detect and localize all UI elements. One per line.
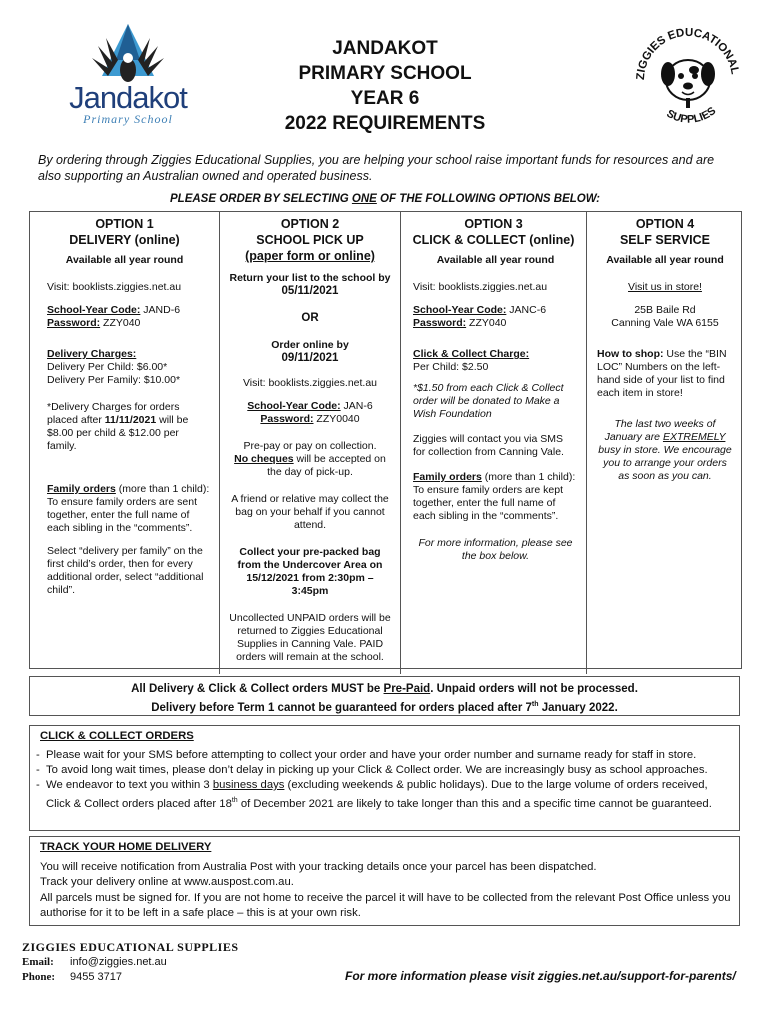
option-delivery-charges-label: Delivery Charges: bbox=[47, 348, 137, 360]
dash-bullet-icon: - bbox=[36, 764, 40, 776]
page-title bbox=[220, 36, 550, 136]
dash-bullet-icon: - bbox=[36, 779, 40, 791]
option-self-service-busy-start: The last two weeks of January are bbox=[604, 418, 716, 443]
click-collect-heading: CLICK & COLLECT ORDERS bbox=[40, 730, 194, 742]
prepaid-notice bbox=[29, 676, 740, 716]
option-pickup-code: JAN-6 bbox=[340, 400, 373, 412]
click-collect-item-text: Please wait for your SMS before attempting to collect your order and have your order number and surname ready for staff in store. bbox=[46, 749, 697, 761]
option-pickup-collect-details: Collect your pre-packed bag from the Undercover Area on 15/12/2021 from 2:30pm – 3:45pm bbox=[237, 546, 383, 597]
option-click-collect-credentials bbox=[413, 304, 578, 330]
click-collect-info-box bbox=[29, 725, 740, 831]
click-collect-item3-start: We endeavor to text you within 3 bbox=[46, 779, 213, 791]
supplier-logo-graphic bbox=[632, 20, 744, 135]
school-logo-name: Jandakot bbox=[69, 80, 187, 115]
option-pickup-return-date: 05/11/2021 bbox=[281, 285, 339, 297]
option-self-service-address-street: 25B Baile Rd bbox=[634, 304, 696, 316]
option-self-service-address bbox=[597, 304, 733, 330]
tracking-info-box bbox=[29, 836, 740, 926]
option-self-service-subtitle: SELF SERVICE bbox=[619, 233, 711, 247]
option-click-collect-donation: *$1.50 from each Click & Collect order will be donated to Make a Wish Foundation bbox=[413, 382, 564, 420]
option-self-service-address-suburb: Canning Vale WA 6155 bbox=[611, 317, 719, 329]
click-collect-item bbox=[36, 778, 733, 812]
option-delivery-per-family: Delivery Per Family: $10.00* bbox=[47, 374, 181, 386]
option-pickup-password-label: Password: bbox=[260, 413, 314, 425]
prepaid-notice-line1 bbox=[30, 681, 739, 697]
option-delivery-availability: Available all year round bbox=[65, 254, 184, 266]
tracking-line-notification: You will receive notification from Australia Post with your tracking details once your parcel has been dispatched. bbox=[40, 860, 597, 873]
footer-email-row bbox=[22, 955, 322, 970]
click-collect-item3-middle: (excluding weekends & public holidays). Due to the large volume of orders received, Click & Collect orders placed after 18 bbox=[46, 779, 708, 810]
option-click-collect-charge bbox=[413, 348, 578, 374]
option-click-collect-more-info: For more information, please see the box below. bbox=[418, 537, 573, 562]
supplier-logo-top-text: ZIGGIES EDUCATIONAL bbox=[634, 26, 741, 81]
option-pickup-pay-text: Pre-pay or pay on collection. bbox=[243, 440, 377, 452]
prepaid-notice-emphasis: Pre-Paid bbox=[383, 683, 431, 695]
click-collect-item-text bbox=[46, 778, 733, 812]
option-delivery bbox=[30, 212, 220, 674]
option-pickup-online-text: Order online by bbox=[271, 339, 349, 351]
option-pickup-friend-note: A friend or relative may collect the bag on your behalf if you cannot attend. bbox=[231, 493, 389, 531]
footer-phone: 9455 3717 bbox=[70, 971, 122, 983]
option-pickup bbox=[220, 212, 401, 674]
click-collect-item3-sup: th bbox=[231, 797, 238, 804]
option-click-collect-code: JANC-6 bbox=[506, 304, 547, 316]
option-self-service-busy-end: busy in store. We encourage you to arrange your orders as soon as you can. bbox=[598, 444, 732, 482]
option-pickup-payment bbox=[228, 440, 392, 479]
option-pickup-credentials bbox=[228, 400, 392, 426]
footer-email[interactable]: info@ziggies.net.au bbox=[70, 956, 167, 968]
option-delivery-visit: Visit: booklists.ziggies.net.au bbox=[47, 281, 182, 293]
option-delivery-password-label: Password: bbox=[47, 317, 101, 329]
option-delivery-family-label: Family orders bbox=[47, 483, 116, 495]
option-pickup-cheques-label: No cheques bbox=[234, 453, 294, 465]
tracking-line-signature: All parcels must be signed for. If you are not home to receive the parcel it will have to be collected from the relevant Post Office unless you authorise for it to be left in a safe place – this is at your own risk. bbox=[40, 891, 731, 919]
option-delivery-title: OPTION 1 bbox=[95, 217, 154, 231]
option-pickup-title: OPTION 2 bbox=[280, 217, 340, 231]
prepaid-notice-line2-sup: th bbox=[531, 701, 539, 708]
option-pickup-or: OR bbox=[301, 312, 319, 324]
order-instruction-start: PLEASE ORDER BY SELECTING bbox=[170, 193, 352, 205]
option-delivery-charges bbox=[47, 348, 211, 387]
tracking-heading: TRACK YOUR HOME DELIVERY bbox=[40, 841, 212, 853]
tracking-line-online: Track your delivery online at www.auspost.com.au. bbox=[40, 876, 294, 888]
option-delivery-heading bbox=[38, 216, 211, 248]
option-click-collect-per-child: Per Child: $2.50 bbox=[413, 361, 489, 373]
option-delivery-charge-note bbox=[47, 401, 211, 453]
footer-email-label: Email: bbox=[22, 956, 54, 968]
click-collect-item bbox=[36, 748, 733, 763]
school-logo bbox=[58, 20, 198, 135]
school-logo-subtitle: Primary School bbox=[83, 112, 173, 126]
option-delivery-note-start: *Delivery Charges for orders placed after bbox=[47, 401, 180, 426]
option-click-collect-sms-note: Ziggies will contact you via SMS for collection from Canning Vale. bbox=[413, 433, 564, 458]
option-click-collect-family-text: (more than 1 child): To ensure family orders are kept together, enter the full name of each sibling in the “comments”. bbox=[413, 471, 576, 522]
title-line-school-type: PRIMARY SCHOOL bbox=[298, 63, 472, 84]
option-delivery-password: ZZY040 bbox=[100, 317, 141, 329]
title-line-school-name: JANDAKOT bbox=[332, 38, 438, 59]
options-table bbox=[29, 211, 742, 669]
option-pickup-visit: Visit: booklists.ziggies.net.au bbox=[242, 377, 378, 389]
option-delivery-note-date: 11/11/2021 bbox=[104, 414, 157, 426]
option-pickup-heading bbox=[228, 216, 392, 264]
option-click-collect-visit: Visit: booklists.ziggies.net.au bbox=[413, 281, 548, 293]
prepaid-notice-line2 bbox=[30, 697, 739, 716]
footer-contact bbox=[22, 940, 322, 985]
option-self-service-heading bbox=[597, 216, 733, 248]
supplier-logo-bottom-text: SUPPLIES bbox=[664, 104, 719, 126]
option-click-collect-family-label: Family orders bbox=[413, 471, 482, 483]
option-pickup-subtitle-format: (paper form or online) bbox=[245, 249, 375, 263]
option-click-collect-subtitle: CLICK & COLLECT (online) bbox=[412, 233, 575, 247]
option-self-service-availability: Available all year round bbox=[606, 254, 724, 266]
option-pickup-code-label: School-Year Code: bbox=[247, 400, 341, 412]
option-self-service-howto bbox=[597, 348, 733, 400]
supplier-logo bbox=[632, 20, 744, 135]
option-click-collect-password-label: Password: bbox=[413, 317, 467, 329]
option-click-collect bbox=[401, 212, 587, 674]
option-delivery-subtitle: DELIVERY (online) bbox=[69, 233, 180, 247]
option-click-collect-charge-label: Click & Collect Charge: bbox=[413, 348, 530, 360]
intro-text: By ordering through Ziggies Educational Supplies, you are helping your school raise important funds for resources and are also supporting an Australian owned and operated business. bbox=[38, 153, 715, 183]
dash-bullet-icon: - bbox=[36, 749, 40, 761]
option-click-collect-availability: Available all year round bbox=[436, 254, 555, 266]
dog-mascot-icon bbox=[661, 60, 715, 108]
option-pickup-password: ZZY0040 bbox=[313, 413, 360, 425]
prepaid-notice-line1-start: All Delivery & Click & Collect orders MUST be bbox=[131, 683, 384, 695]
footer-phone-row bbox=[22, 970, 322, 985]
option-delivery-family-orders bbox=[47, 483, 211, 535]
option-self-service bbox=[587, 212, 741, 674]
option-pickup-online-date: 09/11/2021 bbox=[281, 352, 339, 364]
order-instruction-emphasis: ONE bbox=[351, 193, 377, 205]
order-instruction-end: OF THE FOLLOWING OPTIONS BELOW: bbox=[376, 193, 600, 205]
footer-phone-label: Phone: bbox=[22, 971, 55, 983]
option-pickup-uncollected-note: Uncollected UNPAID orders will be returned to Ziggies Educational Supplies in Canning Vale. PAID orders will remain at the school. bbox=[229, 612, 391, 663]
option-delivery-credentials bbox=[47, 304, 211, 330]
option-click-collect-family-orders bbox=[413, 471, 578, 523]
option-delivery-code-label: School-Year Code: bbox=[47, 304, 141, 316]
option-self-service-title: OPTION 4 bbox=[635, 217, 695, 231]
prepaid-notice-line2-end: January 2022. bbox=[538, 701, 618, 714]
option-click-collect-heading bbox=[409, 216, 578, 248]
option-click-collect-title: OPTION 3 bbox=[464, 217, 523, 231]
option-click-collect-code-label: School-Year Code: bbox=[413, 304, 507, 316]
option-pickup-return-text: Return your list to the school by bbox=[229, 272, 391, 284]
option-pickup-cheques-text: will be accepted on the day of pick-up. bbox=[267, 453, 386, 478]
title-line-requirements: 2022 REQUIREMENTS bbox=[284, 113, 486, 134]
option-click-collect-password: ZZY040 bbox=[466, 317, 507, 329]
option-pickup-subtitle: SCHOOL PICK UP bbox=[256, 233, 364, 247]
prepaid-notice-line2-start: Delivery before Term 1 cannot be guaranteed for orders placed after 7 bbox=[151, 701, 532, 714]
option-delivery-family-text: (more than 1 child): To ensure family orders are sent together, enter the full name of each sibling in the “comments”. bbox=[47, 483, 210, 534]
option-delivery-note-end: will be $8.00 per child & $12.00 per family. bbox=[47, 414, 189, 452]
option-self-service-visit: Visit us in store! bbox=[628, 281, 702, 293]
title-line-year: YEAR 6 bbox=[350, 88, 420, 109]
click-collect-item bbox=[36, 763, 733, 778]
footer-more-info[interactable]: For more information please visit ziggies.net.au/support-for-parents/ bbox=[345, 969, 736, 983]
option-delivery-select-note: Select “delivery per family” on the first child’s order, then for every additional order, select “additional child”. bbox=[47, 545, 204, 596]
option-self-service-busy-emphasis: EXTREMELY bbox=[662, 431, 726, 443]
click-collect-item-text: To avoid long wait times, please don’t delay in picking up your Click & Collect order. We are increasingly busy as school approaches. bbox=[46, 764, 708, 776]
order-instruction bbox=[0, 193, 770, 205]
option-delivery-per-child: Delivery Per Child: $6.00* bbox=[47, 361, 168, 373]
click-collect-item3-emphasis: business days bbox=[212, 779, 285, 791]
footer-company-name: ZIGGIES EDUCATIONAL SUPPLIES bbox=[22, 940, 239, 954]
option-self-service-howto-text: Use the “BIN LOC” Numbers on the left-hand side of your list to find each item in store! bbox=[597, 348, 727, 399]
prepaid-notice-line1-end: . Unpaid orders will not be processed. bbox=[430, 683, 638, 695]
option-self-service-busy-note bbox=[597, 418, 733, 483]
click-collect-item3-end: of December 2021 are likely to take longer than this and a specific time cannot be guaranteed. bbox=[237, 797, 712, 810]
option-self-service-howto-label: How to shop: bbox=[597, 348, 664, 360]
option-delivery-code: JAND-6 bbox=[140, 304, 181, 316]
